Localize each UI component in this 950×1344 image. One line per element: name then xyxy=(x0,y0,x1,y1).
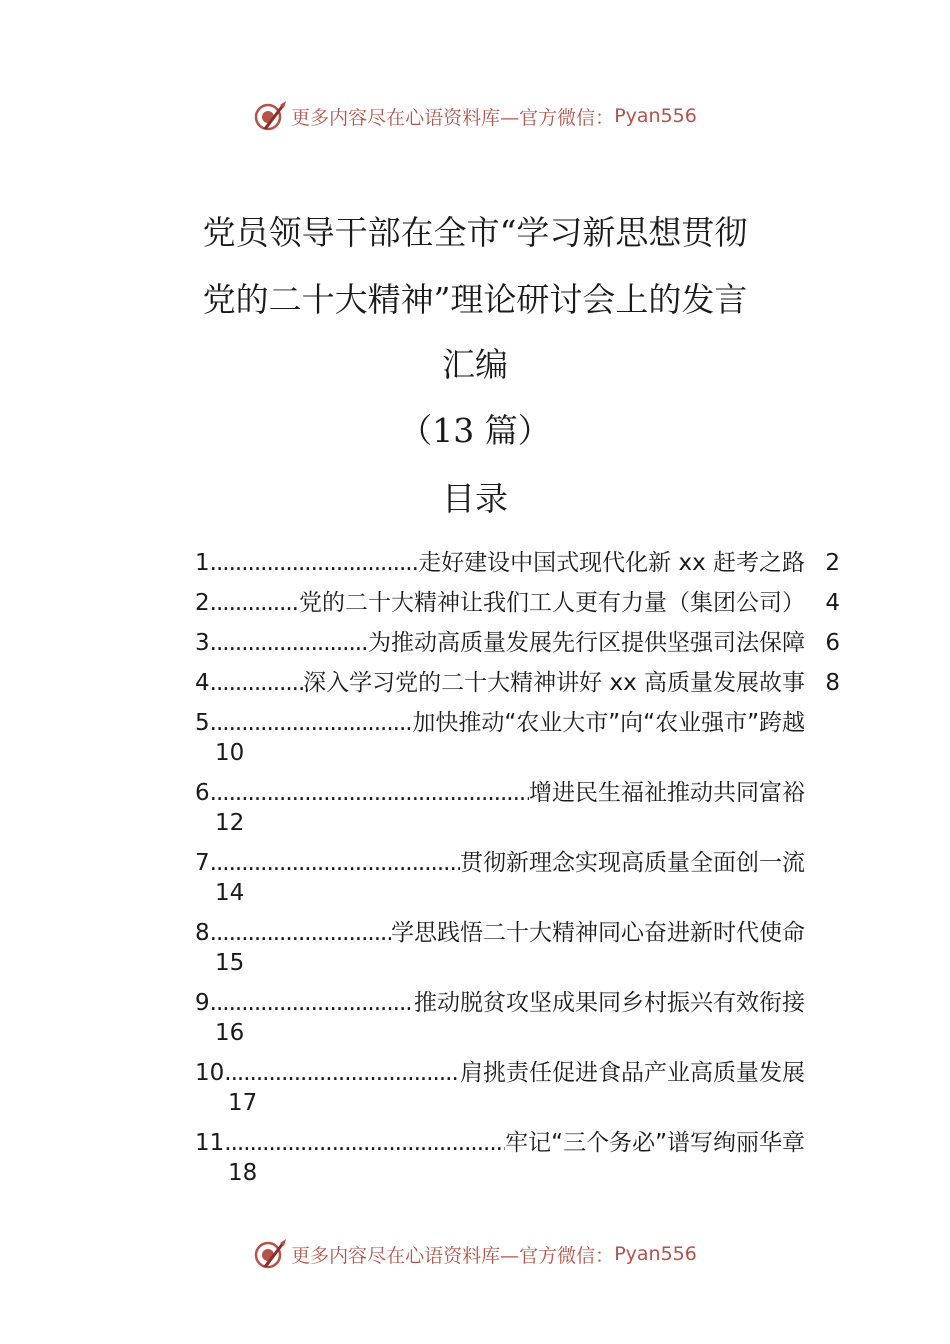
toc-entry-number: 1 xyxy=(195,550,210,576)
toc-entry-number: 5 xyxy=(195,710,210,736)
toc-entry[interactable] xyxy=(195,915,840,985)
toc-entry-title: 肩挑责任促进食品产业高质量发展 xyxy=(460,1060,805,1086)
toc-leader-dots xyxy=(210,625,368,661)
toc-entry[interactable] xyxy=(195,625,840,665)
toc-heading: 目录 xyxy=(442,479,508,518)
promo-text: 更多内容尽在心语资料库— xyxy=(291,1244,520,1267)
toc-entry[interactable] xyxy=(195,845,840,915)
toc-entry-title: 走好建设中国式现代化新 xx 赶考之路 xyxy=(418,550,805,576)
toc-entry-title: 贯彻新理念实现高质量全面创一流 xyxy=(460,850,805,876)
document-title-line-1: 党员领导干部在全市“学习新思想贯彻 xyxy=(202,213,748,252)
toc-entry-title: 学思践悟二十大精神同心奋进新时代使命 xyxy=(391,920,805,946)
toc-leader-dots xyxy=(210,845,460,881)
toc-entry-number: 7 xyxy=(195,850,210,876)
wechat-label: 官方微信： xyxy=(519,1244,615,1267)
toc-leader-dots xyxy=(224,1125,505,1161)
toc-entry-number: 6 xyxy=(195,780,210,806)
document-title-line-2: 党的二十大精神”理论研讨会上的发言 xyxy=(202,280,748,319)
wechat-id: Pyan556 xyxy=(614,105,697,127)
toc-entry-page: 14 xyxy=(215,880,245,906)
toc-entry-title: 加快推动“农业大市”向“农业强市”跨越 xyxy=(412,710,805,736)
toc-entry-number: 10 xyxy=(195,1060,225,1086)
toc-entry-number: 3 xyxy=(195,630,210,656)
toc-entry-number: 2 xyxy=(195,590,210,616)
toc-entry[interactable] xyxy=(195,985,840,1055)
toc-entry-page: 18 xyxy=(228,1160,258,1186)
toc-entry-title: 党的二十大精神让我们工人更有力量（集团公司） xyxy=(299,590,805,616)
toc-entry-page: 16 xyxy=(215,1020,245,1046)
table-of-contents xyxy=(195,545,840,1195)
article-count: （13 篇） xyxy=(399,411,551,450)
toc-leader-dots xyxy=(210,665,304,701)
toc-entry-page: 2 xyxy=(825,550,840,576)
toc-entry-number: 8 xyxy=(195,920,210,946)
toc-entry-page: 6 xyxy=(825,630,840,656)
toc-leader-dots xyxy=(210,775,529,811)
toc-leader-dots xyxy=(210,545,419,581)
header-banner xyxy=(0,96,950,136)
toc-entry-number: 4 xyxy=(195,670,210,696)
toc-entry[interactable] xyxy=(195,705,840,775)
toc-leader-dots xyxy=(210,585,299,621)
document-title-line-3: 汇编 xyxy=(442,345,508,384)
toc-entry[interactable] xyxy=(195,1055,840,1125)
wechat-id: Pyan556 xyxy=(614,1243,697,1265)
promo-text: 更多内容尽在心语资料库— xyxy=(291,106,520,129)
toc-entry[interactable] xyxy=(195,585,840,625)
toc-entry-page: 4 xyxy=(825,590,840,616)
quill-seal-icon xyxy=(253,1237,287,1271)
toc-entry-page: 10 xyxy=(215,740,245,766)
toc-entry-title: 为推动高质量发展先行区提供坚强司法保障 xyxy=(368,630,805,656)
toc-entry-page: 12 xyxy=(215,810,245,836)
toc-entry[interactable] xyxy=(195,1125,840,1195)
footer-banner xyxy=(0,1234,950,1274)
toc-entry[interactable] xyxy=(195,545,840,585)
toc-entry-page: 8 xyxy=(825,670,840,696)
toc-entry-title: 增进民生福祉推动共同富裕 xyxy=(529,780,805,806)
quill-seal-icon xyxy=(253,99,287,133)
wechat-label: 官方微信： xyxy=(519,106,615,129)
toc-entry-number: 9 xyxy=(195,990,210,1016)
toc-leader-dots xyxy=(224,1055,460,1091)
toc-entry-number: 11 xyxy=(195,1130,225,1156)
toc-entry-title: 推动脱贫攻坚成果同乡村振兴有效衔接 xyxy=(414,990,805,1016)
toc-entry-title: 深入学习党的二十大精神讲好 xx 高质量发展故事 xyxy=(303,670,805,696)
toc-entry-page: 15 xyxy=(215,950,245,976)
toc-entry[interactable] xyxy=(195,775,840,845)
toc-entry-title: 牢记“三个务必”谱写绚丽华章 xyxy=(505,1130,805,1156)
toc-entry-page: 17 xyxy=(228,1090,258,1116)
toc-entry[interactable] xyxy=(195,665,840,705)
